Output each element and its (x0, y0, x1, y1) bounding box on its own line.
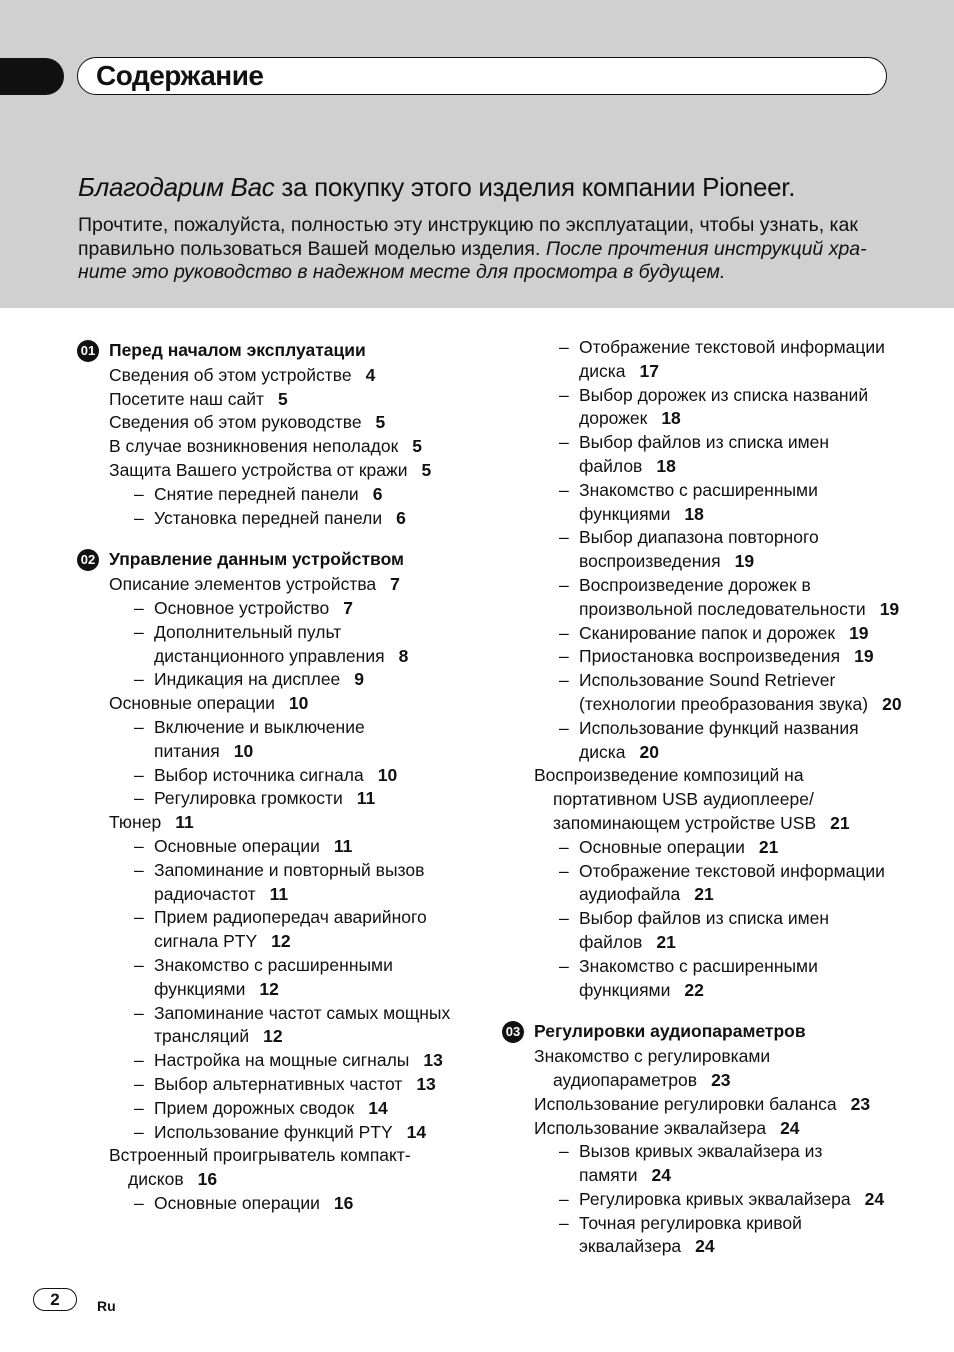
toc-subentry[interactable] (77, 668, 467, 692)
toc-entry[interactable] (77, 388, 467, 412)
entry-page-number: 5 (421, 459, 432, 480)
dash-marker: – (134, 1073, 144, 1094)
entry-text: Описание элементов устройства (109, 574, 377, 595)
section-number-badge: 03 (502, 1021, 524, 1043)
toc-subentry[interactable] (502, 717, 902, 765)
toc-entry[interactable] (77, 811, 467, 835)
entry-page-number: 7 (343, 597, 353, 618)
entry-page-number: 9 (354, 669, 365, 690)
toc-subentry[interactable] (77, 859, 467, 907)
dash-marker: – (134, 907, 144, 928)
intro-italic: После прочтения инструкций хра-ните это руководство в надежном месте для просмотра в будущем. (78, 237, 867, 283)
entry-page-number: 18 (684, 503, 704, 524)
entry-page-number: 21 (656, 931, 676, 952)
entry-text: Точная регулировка кривой эквалайзера (579, 1212, 802, 1257)
entry-text: Выбор источника сигнала (154, 764, 364, 785)
entry-page-number: 24 (651, 1165, 671, 1186)
entry-text: Отображение текстовой информации диска (579, 337, 885, 381)
entry-page-number: 24 (864, 1188, 885, 1209)
entry-page-number: 14 (368, 1097, 388, 1118)
entry-text: Запоминание частот самых мощных трансляций (154, 1002, 451, 1047)
entry-page-number: 5 (375, 412, 386, 433)
toc-subentry[interactable] (502, 574, 902, 622)
toc-subentry[interactable] (502, 836, 902, 860)
toc-subentry[interactable] (77, 835, 467, 859)
toc-subentry[interactable] (502, 336, 902, 384)
title-box (77, 57, 887, 95)
section-number-badge: 02 (77, 549, 99, 571)
toc-subentry[interactable] (77, 716, 467, 764)
entry-page-number: 6 (372, 483, 383, 504)
toc-entry[interactable] (502, 1093, 902, 1117)
header-tab-marker (0, 58, 64, 95)
entry-text: Выбор дорожек из списка названий дорожек (579, 384, 869, 429)
toc-subentry[interactable] (502, 645, 902, 669)
toc-entry[interactable] (502, 1045, 902, 1093)
thanks-line (78, 172, 795, 203)
language-code: Ru (97, 1298, 116, 1314)
dash-marker: – (559, 622, 569, 643)
entry-page-number: 20 (882, 693, 902, 714)
thanks-rest: за покупку этого изделия компании Pioneer. (274, 172, 796, 202)
toc-entry[interactable] (77, 1144, 467, 1192)
dash-marker: – (559, 1141, 569, 1162)
entry-text: Дополнительный пульт дистанционного управления (154, 621, 385, 666)
toc-subentry[interactable] (502, 907, 902, 955)
entry-text: Защита Вашего устройства от кражи (109, 459, 408, 480)
toc-subentry[interactable] (77, 1192, 467, 1216)
section-gap (77, 530, 467, 548)
dash-marker: – (134, 954, 144, 975)
entry-page-number: 19 (849, 622, 869, 643)
entry-page-number: 11 (269, 883, 289, 904)
toc-subentry[interactable] (502, 860, 902, 908)
toc-subentry[interactable] (77, 906, 467, 954)
dash-marker: – (134, 1121, 144, 1142)
entry-page-number: 10 (377, 764, 398, 785)
section-title: Регулировки аудиопараметров (534, 1021, 806, 1042)
entry-page-number: 8 (398, 645, 409, 666)
entry-text: Использование функций PTY (154, 1121, 393, 1142)
dash-marker: – (559, 908, 569, 929)
toc-entry[interactable] (77, 435, 467, 459)
dash-marker: – (134, 788, 144, 809)
entry-text: Регулировка кривых эквалайзера (579, 1188, 851, 1209)
toc-subentry[interactable] (77, 787, 467, 811)
toc-subentry[interactable] (502, 622, 902, 646)
section-title: Управление данным устройством (109, 549, 404, 570)
entry-page-number: 22 (684, 979, 704, 1000)
toc-entry[interactable] (77, 364, 467, 388)
entry-text: Прием радиопередач аварийного сигнала PTY (154, 907, 427, 952)
entry-text: Посетите наш сайт (109, 388, 264, 409)
dash-marker: – (134, 764, 144, 785)
entry-text: Использование функций названия диска (579, 717, 859, 762)
entry-text: Основные операции (109, 693, 275, 714)
entry-text: Настройка на мощные сигналы (154, 1050, 410, 1071)
toc-subentry[interactable] (77, 621, 467, 669)
page-number: 2 (33, 1288, 77, 1311)
entry-page-number: 11 (175, 812, 194, 833)
dash-marker: – (559, 836, 569, 857)
entry-text: Прием дорожных сводок (154, 1097, 355, 1118)
entry-page-number: 10 (288, 693, 309, 714)
toc-entry[interactable] (77, 411, 467, 435)
entry-page-number: 17 (639, 360, 659, 381)
entry-text: Выбор файлов из списка имен файлов (579, 908, 830, 952)
entry-page-number: 16 (333, 1192, 354, 1213)
entry-page-number: 7 (390, 574, 400, 595)
entry-page-number: 12 (259, 978, 279, 999)
dash-marker: – (134, 507, 144, 528)
toc-subentry[interactable] (77, 597, 467, 621)
entry-text: Знакомство с расширенными функциями (154, 954, 393, 999)
intro-paragraph (78, 214, 893, 285)
entry-text: Индикация на дисплее (154, 669, 341, 690)
toc-entry[interactable] (502, 764, 902, 835)
entry-page-number: 19 (879, 598, 900, 619)
dash-marker: – (559, 1212, 569, 1233)
toc-subentry[interactable] (77, 954, 467, 1002)
entry-page-number: 5 (278, 388, 288, 409)
entry-page-number: 20 (639, 741, 659, 762)
entry-text: Отображение текстовой информации аудиофайла (579, 860, 885, 905)
dash-marker: – (559, 860, 569, 881)
entry-text: Сведения об этом руководстве (109, 412, 362, 433)
entry-page-number: 14 (406, 1121, 427, 1142)
dash-marker: – (559, 1188, 569, 1209)
thanks-italic: Благодарим Вас (78, 172, 275, 202)
toc-subentry[interactable] (502, 955, 902, 1003)
entry-text: Использование эквалайзера (534, 1117, 767, 1138)
entry-text: Тюнер (109, 812, 162, 833)
dash-marker: – (559, 384, 569, 405)
toc-subentry[interactable] (502, 1140, 902, 1188)
dash-marker: – (559, 432, 569, 453)
dash-marker: – (559, 337, 569, 357)
dash-marker: – (559, 717, 569, 738)
entry-text: Выбор диапазона повторного воспроизведения (579, 527, 819, 572)
toc-section-01[interactable] (77, 339, 467, 363)
entry-page-number: 6 (396, 507, 406, 528)
dash-marker: – (134, 669, 144, 690)
toc-subentry[interactable] (502, 479, 902, 527)
toc-subentry[interactable] (502, 1188, 902, 1212)
entry-text: В случае возникновения неполадок (109, 436, 399, 457)
toc-subentry[interactable] (502, 526, 902, 574)
dash-marker: – (134, 835, 144, 856)
entry-page-number: 13 (416, 1073, 436, 1094)
entry-text: Сведения об этом устройстве (109, 364, 352, 385)
entry-text: Встроенный проигрыватель компакт-дисков (109, 1145, 411, 1190)
entry-text: Запоминание и повторный вызов радиочастот (154, 859, 425, 904)
toc-entry[interactable] (502, 1117, 902, 1141)
toc-subentry[interactable] (502, 384, 902, 432)
entry-page-number: 10 (233, 740, 254, 761)
toc-entry[interactable] (77, 573, 467, 597)
entry-text: Знакомство с регулировками аудиопараметров (534, 1046, 771, 1090)
dash-marker: – (559, 479, 569, 500)
entry-page-number: 19 (854, 646, 874, 667)
entry-page-number: 21 (694, 884, 714, 905)
toc-entry[interactable] (77, 692, 467, 716)
dash-marker: – (134, 716, 144, 737)
toc-entry[interactable] (77, 459, 467, 483)
entry-page-number: 18 (661, 408, 681, 429)
entry-text: Знакомство с расширенными функциями (579, 479, 818, 524)
section-number-badge: 01 (77, 340, 99, 362)
intro-regular: Прочтите, пожалуйста, полностью эту инструкцию по эксплуатации, чтобы узнать, как правильно пользоваться Вашей моделью изделия. (78, 214, 858, 260)
entry-text: Снятие передней панели (154, 483, 359, 504)
toc-section-02[interactable] (77, 548, 467, 572)
entry-page-number: 11 (333, 835, 353, 856)
entry-text: Воспроизведение композиций на портативном USB аудиоплеере/ запоминающем устройстве USB (534, 765, 817, 833)
page-title: Содержание (96, 60, 264, 91)
dash-marker: – (559, 646, 569, 667)
entry-text: Основные операции (154, 1192, 320, 1213)
entry-page-number: 21 (758, 836, 779, 857)
entry-text: Установка передней панели (154, 507, 383, 528)
dash-marker: – (559, 574, 569, 595)
dash-marker: – (559, 955, 569, 976)
entry-text: Знакомство с расширенными функциями (579, 955, 818, 1000)
entry-text: Включение и выключение питания (154, 716, 365, 761)
entry-text: Регулировка громкости (154, 788, 343, 809)
toc-subentry[interactable] (502, 669, 902, 717)
entry-text: Использование регулировки баланса (534, 1093, 837, 1114)
dash-marker: – (134, 483, 144, 504)
entry-page-number: 5 (412, 436, 422, 457)
toc-subentry[interactable] (77, 483, 467, 507)
toc-column-right (502, 336, 902, 1259)
entry-text: Основное устройство (154, 597, 330, 618)
dash-marker: – (134, 1002, 144, 1023)
entry-page-number: 21 (830, 812, 850, 833)
dash-marker: – (134, 1050, 144, 1071)
entry-page-number: 13 (423, 1050, 443, 1071)
entry-page-number: 19 (734, 551, 755, 572)
toc-subentry[interactable] (77, 1097, 467, 1121)
entry-text: Основные операции (154, 835, 320, 856)
toc-subentry[interactable] (77, 764, 467, 788)
toc-subentry[interactable] (77, 1121, 467, 1145)
entry-page-number: 4 (365, 364, 376, 385)
toc-subentry[interactable] (502, 1212, 902, 1260)
entry-page-number: 12 (263, 1026, 283, 1047)
toc-column-left (77, 339, 467, 1216)
entry-text: Вызов кривых эквалайзера из памяти (579, 1141, 823, 1186)
toc-subentry[interactable] (502, 431, 902, 479)
entry-page-number: 18 (656, 455, 676, 476)
toc-subentry[interactable] (77, 1049, 467, 1073)
toc-section-03[interactable] (502, 1020, 902, 1044)
entry-text: Использование Sound Retriever (технологии преобразования звука) (579, 670, 869, 714)
entry-page-number: 24 (695, 1236, 715, 1257)
dash-marker: – (134, 597, 144, 618)
entry-text: Сканирование папок и дорожек (579, 622, 836, 643)
entry-text: Выбор альтернативных частот (154, 1073, 403, 1094)
section-title: Перед началом эксплуатации (109, 340, 366, 360)
toc-subentry[interactable] (77, 1002, 467, 1050)
entry-text: Выбор файлов из списка имен файлов (579, 432, 830, 476)
entry-page-number: 23 (711, 1069, 731, 1090)
entry-text: Воспроизведение дорожек в произвольной последовательности (579, 574, 866, 619)
entry-page-number: 16 (197, 1169, 218, 1190)
entry-text: Приостановка воспроизведения (579, 646, 841, 667)
dash-marker: – (134, 1192, 144, 1213)
dash-marker: – (134, 859, 144, 880)
entry-page-number: 23 (850, 1093, 871, 1114)
entry-page-number: 11 (356, 788, 376, 809)
entry-text: Основные операции (579, 836, 745, 857)
entry-page-number: 24 (780, 1117, 800, 1138)
entry-page-number: 12 (271, 931, 291, 952)
dash-marker: – (134, 621, 144, 642)
toc-subentry[interactable] (77, 1073, 467, 1097)
toc-subentry[interactable] (77, 507, 467, 531)
dash-marker: – (559, 670, 569, 691)
section-gap (502, 1002, 902, 1020)
dash-marker: – (134, 1097, 144, 1118)
dash-marker: – (559, 527, 569, 548)
